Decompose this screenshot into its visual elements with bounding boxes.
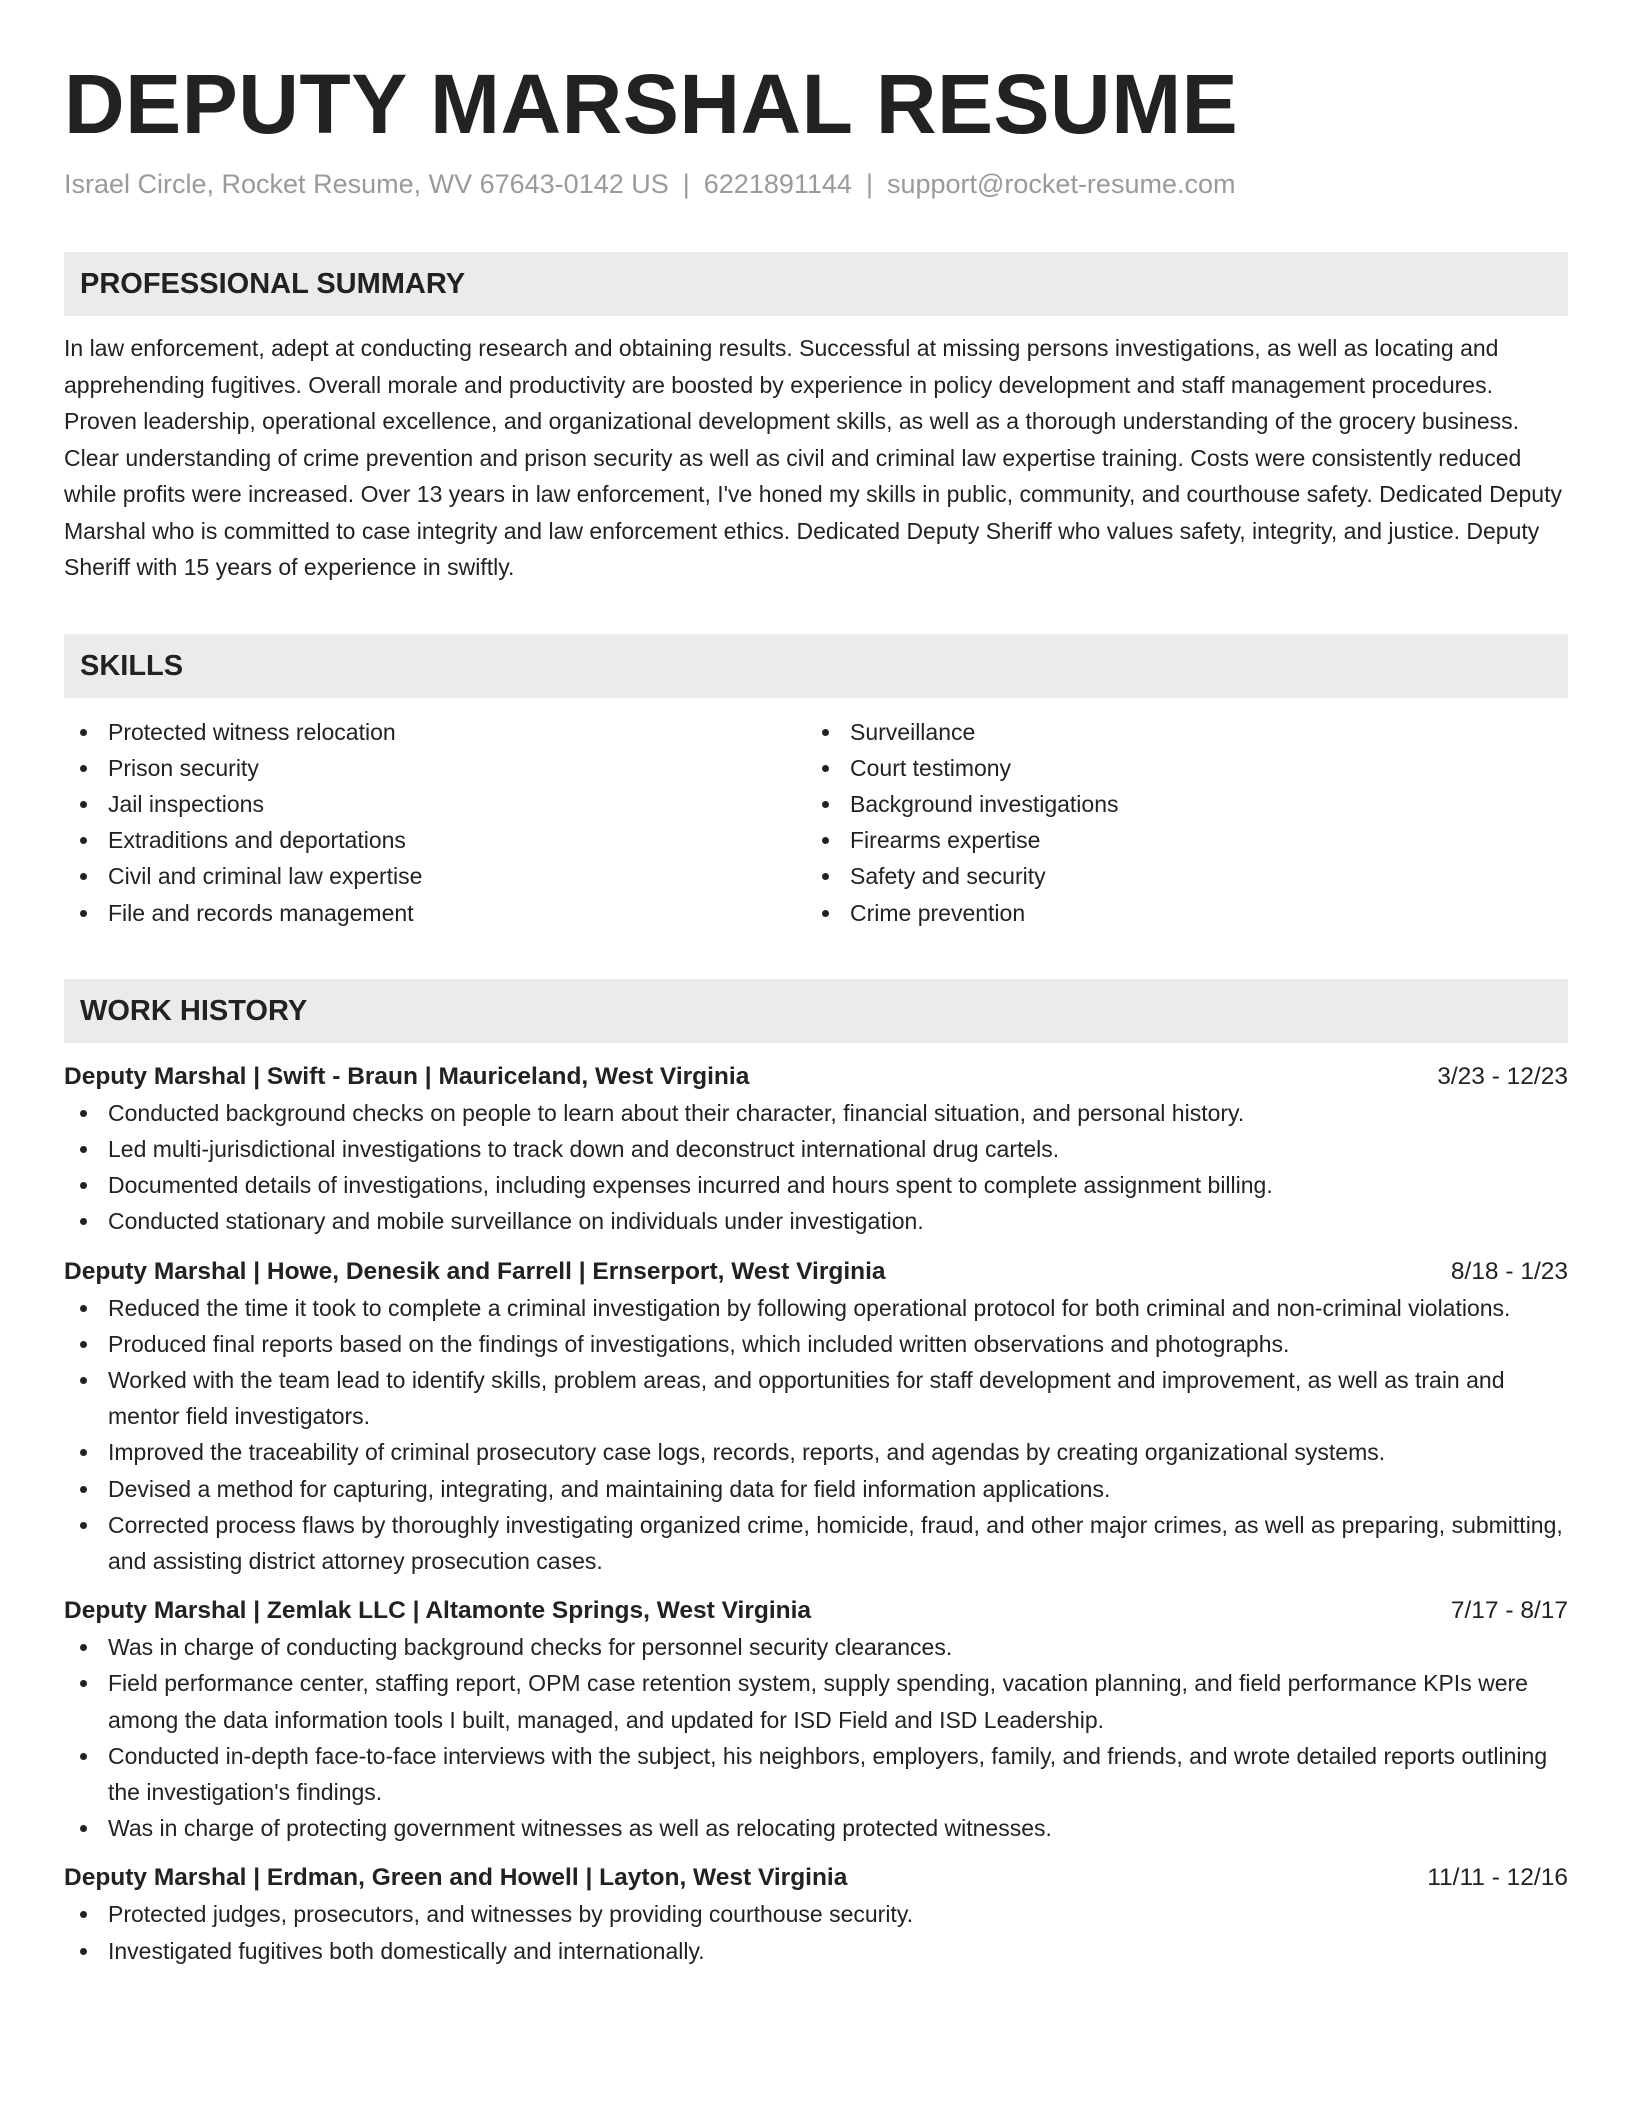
job-bullet: Conducted background checks on people to learn about their character, financial situation, and personal history.: [64, 1095, 1568, 1131]
skill-item: Prison security: [64, 750, 806, 786]
job-bullet: Was in charge of protecting government witnesses as well as relocating protected witnesses.: [64, 1810, 1568, 1846]
job-bullet: Led multi-jurisdictional investigations to track down and deconstruct international drug cartels.: [64, 1131, 1568, 1167]
skill-item: Firearms expertise: [806, 822, 1548, 858]
skill-item: Protected witness relocation: [64, 714, 806, 750]
skill-item: Jail inspections: [64, 786, 806, 822]
job-bullet: Reduced the time it took to complete a criminal investigation by following operational protocol for both criminal and non-criminal violations.: [64, 1290, 1568, 1326]
job-entry: [64, 1059, 1568, 1240]
contact-phone: 6221891144: [703, 169, 852, 199]
job-header: [64, 1860, 1568, 1896]
skill-item: Civil and criminal law expertise: [64, 858, 806, 894]
job-bullet: Documented details of investigations, including expenses incurred and hours spent to complete assignment billing.: [64, 1167, 1568, 1203]
contact-separator: |: [865, 169, 873, 199]
resume-title: DEPUTY MARSHAL RESUME: [64, 57, 1239, 151]
job-header: [64, 1059, 1568, 1095]
skill-item: Surveillance: [806, 714, 1548, 750]
section-heading-summary: PROFESSIONAL SUMMARY: [64, 252, 1568, 316]
resume-page: [64, 0, 1568, 1969]
job-entry: [64, 1860, 1568, 1968]
job-bullet: Conducted stationary and mobile surveillance on individuals under investigation.: [64, 1203, 1568, 1239]
job-header: [64, 1593, 1568, 1629]
job-bullet: Produced final reports based on the findings of investigations, which included written observations and photographs.: [64, 1326, 1568, 1362]
job-dates: 8/18 - 1/23: [1450, 1257, 1568, 1285]
job-dates: 3/23 - 12/23: [1437, 1062, 1568, 1090]
skills-column-left: [64, 714, 806, 931]
summary-text: In law enforcement, adept at conducting research and obtaining results. Successful at missing persons investigations, as well as locating and apprehending fugitives. Overall morale and productivity are boosted by experience in policy development and staff management procedures. Proven leadership, operational excellence, and organizational development skills, as well as a thorough understanding of the grocery business. Clear understanding of crime prevention and prison security as well as civil and criminal law expertise training. Costs were consistently reduced while profits were increased. Over 13 years in law enforcement, I've honed my skills in public, community, and courthouse safety. Dedicated Deputy Marshal who is committed to case integrity and law enforcement ethics. Dedicated Deputy Sheriff who values safety, integrity, and justice. Deputy Sheriff with 15 years of experience in swiftly.: [64, 335, 1562, 580]
job-dates: 7/17 - 8/17: [1450, 1597, 1568, 1625]
job-bullet: Worked with the team lead to identify skills, problem areas, and opportunities for staff development and improvement, as well as train and mentor field investigators.: [64, 1362, 1568, 1434]
job-bullets: [64, 1290, 1568, 1580]
job-bullet: Investigated fugitives both domestically and internationally.: [64, 1933, 1568, 1969]
job-bullets: [64, 1629, 1568, 1846]
skill-item: File and records management: [64, 895, 806, 931]
job-bullet: Was in charge of conducting background checks for personnel security clearances.: [64, 1629, 1568, 1665]
job-bullet: Protected judges, prosecutors, and witnesses by providing courthouse security.: [64, 1896, 1568, 1932]
skill-item: Safety and security: [806, 858, 1548, 894]
skills-column-right: [806, 714, 1548, 931]
job-entry: [64, 1593, 1568, 1846]
job-bullets: [64, 1095, 1568, 1240]
contact-address: Israel Circle, Rocket Resume, WV 67643-0142 US: [64, 169, 669, 199]
work-history-list: [64, 1059, 1568, 1969]
job-header: [64, 1254, 1568, 1290]
job-bullet: Improved the traceability of criminal prosecutory case logs, records, reports, and agendas by creating organizational systems.: [64, 1434, 1568, 1470]
contact-email: support@rocket-resume.com: [886, 169, 1236, 199]
job-bullet: Field performance center, staffing report, OPM case retention system, supply spending, vacation planning, and field performance KPIs were among the data information tools I built, managed, and updated for ISD Field and ISD Leadership.: [64, 1665, 1568, 1737]
section-heading-work-history: WORK HISTORY: [64, 979, 1568, 1043]
job-title: Deputy Marshal | Howe, Denesik and Farrell | Ernserport, West Virginia: [64, 1257, 886, 1285]
skill-item: Crime prevention: [806, 895, 1548, 931]
job-bullet: Conducted in-depth face-to-face interviews with the subject, his neighbors, employers, family, and friends, and wrote detailed reports outlining the investigation's findings.: [64, 1738, 1568, 1810]
skill-item: Court testimony: [806, 750, 1548, 786]
job-entry: [64, 1254, 1568, 1580]
contact-separator: |: [682, 169, 690, 199]
job-title: Deputy Marshal | Erdman, Green and Howell | Layton, West Virginia: [64, 1864, 848, 1892]
job-bullet: Devised a method for capturing, integrating, and maintaining data for field information applications.: [64, 1471, 1568, 1507]
skill-item: Extraditions and deportations: [64, 822, 806, 858]
job-bullets: [64, 1896, 1568, 1968]
section-heading-skills: SKILLS: [64, 634, 1568, 698]
job-dates: 11/11 - 12/16: [1427, 1864, 1568, 1892]
job-title: Deputy Marshal | Zemlak LLC | Altamonte Springs, West Virginia: [64, 1597, 812, 1625]
contact-line: [64, 166, 1568, 202]
skill-item: Background investigations: [806, 786, 1548, 822]
skills-list: [64, 714, 1568, 931]
job-title: Deputy Marshal | Swift - Braun | Mauriceland, West Virginia: [64, 1062, 750, 1090]
job-bullet: Corrected process flaws by thoroughly investigating organized crime, homicide, fraud, and other major crimes, as well as preparing, submitting, and assisting district attorney prosecution cases.: [64, 1507, 1568, 1579]
